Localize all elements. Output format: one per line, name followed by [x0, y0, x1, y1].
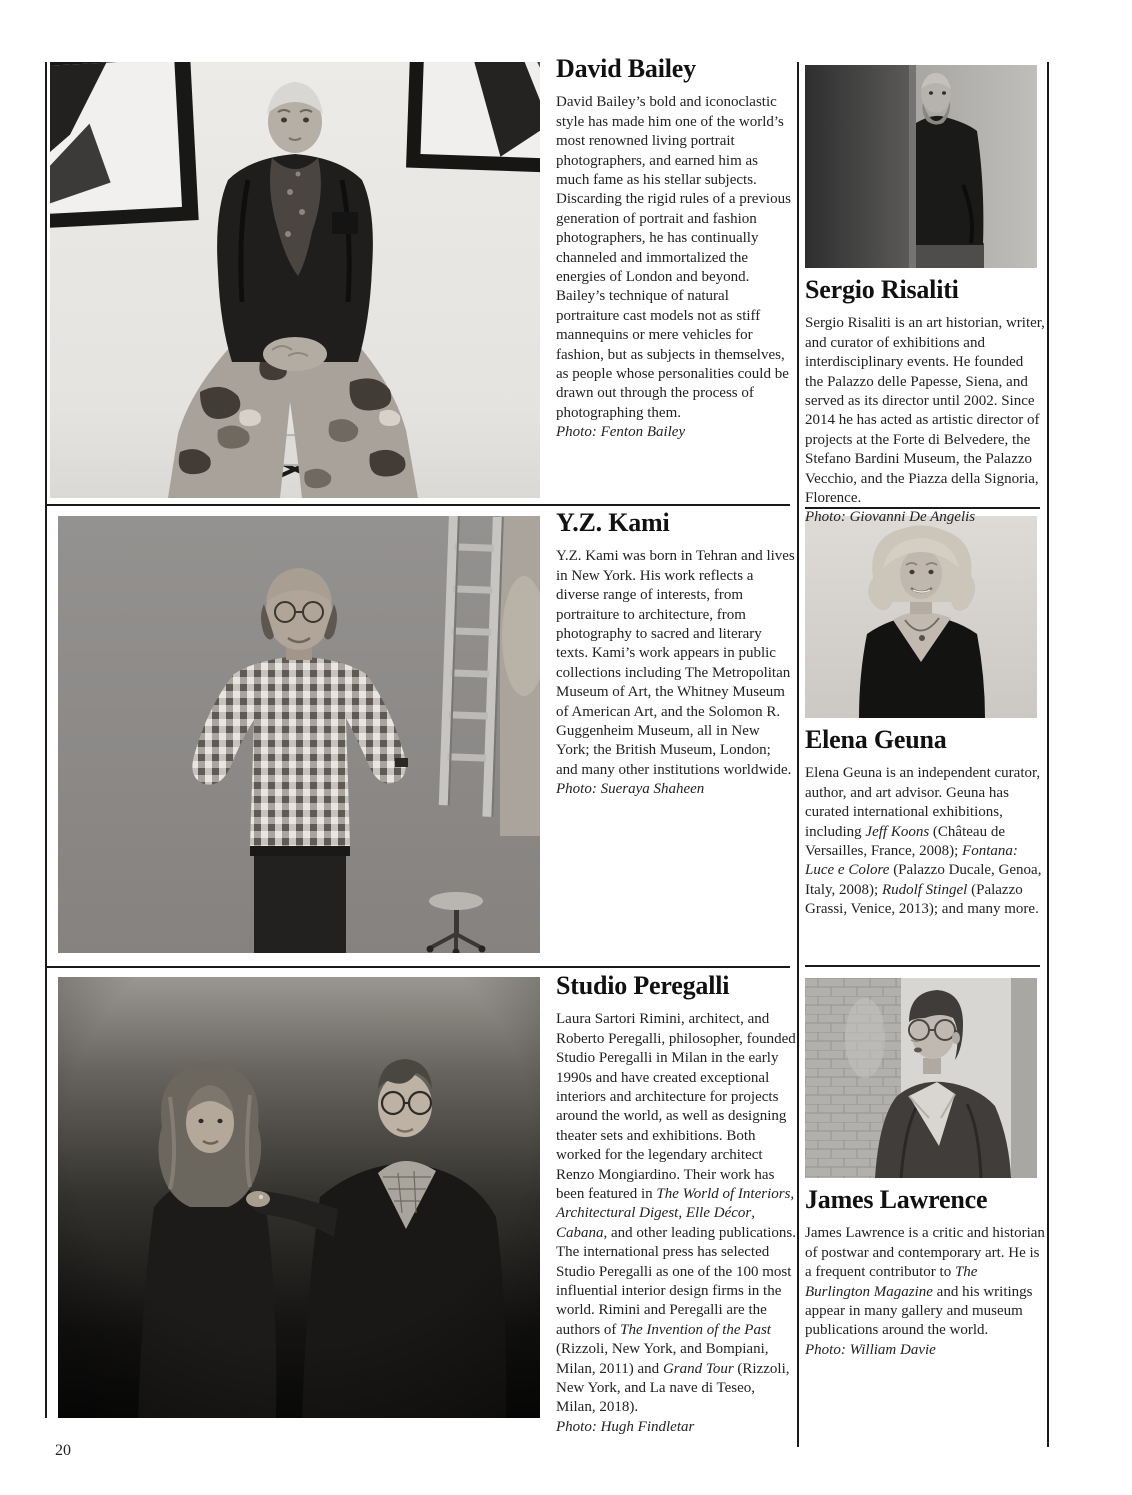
photo-credit: Photo: Sueraya Shaheen	[556, 781, 705, 798]
contributor-section-sergio-risaliti	[805, 276, 1045, 528]
contributor-name: Studio Peregalli	[556, 971, 730, 1000]
contributor-bio: Laura Sartori Rimini, architect, and Roberto Peregalli, philosopher, founded Studio Peregalli in Milan in the early 1990s and have created exceptional interiors and architecture for projects around the world, as well as designing theater sets and exhibitions. Both worked for the legendary architect Renzo Mongiardino. Their work has been featured in The World of Interiors, Architectural Digest, Elle Décor, Cabana, and other leading publications. The international press has selected Studio Peregalli as one of the 100 most influential interior design firms in the world. Rimini and Peregalli are the authors of The Invention of the Past (Rizzoli, New York, and Bompiani, Milan, 2011) and Grand Tour (Rizzoli, New York, and La nave di Teseo, Milan, 2018).	[556, 1011, 796, 1416]
contributor-section-elena-geuna	[805, 726, 1045, 920]
david-bailey-photo	[50, 62, 540, 498]
section-rule-lawrence	[805, 965, 1040, 967]
contributor-section-studio-peregalli	[556, 972, 796, 1437]
section-rule-kami	[46, 504, 790, 506]
elena-geuna-photo	[805, 516, 1037, 718]
section-rule-peregalli	[46, 966, 790, 968]
right-column-rule	[1047, 62, 1049, 1447]
contributor-section-david-bailey	[556, 55, 794, 443]
photo-credit: Photo: Fenton Bailey	[556, 424, 686, 441]
photo-credit: Photo: William Davie	[805, 1341, 936, 1358]
contributor-name: Elena Geuna	[805, 725, 947, 754]
contributor-name: James Lawrence	[805, 1185, 988, 1214]
contributor-section-james-lawrence	[805, 1186, 1045, 1360]
contributor-name: Sergio Risaliti	[805, 275, 959, 304]
contributor-section-yz-kami	[556, 509, 796, 800]
page-number: 20	[55, 1442, 71, 1459]
middle-column-rule	[797, 62, 799, 1447]
contributor-bio: David Bailey’s bold and iconoclastic style has made him one of the world’s most renowned living portrait photographers, and earned him as much fame as his stellar subjects. Discarding the rigid rules of a previous generation of portrait and fashion photographers, he has continually channeled and immortalized the energies of London and beyond. Bailey’s technique of natural portraiture cast models not as stiff mannequins or mere vehicles for fashion, but as subjects in themselves, as people whose personalities could be drawn out through the process of photographing them.	[556, 94, 791, 421]
sergio-risaliti-photo	[805, 65, 1037, 268]
contributor-name: David Bailey	[556, 54, 696, 83]
contributor-bio: James Lawrence is a critic and historian of postwar and contemporary art. He is a frequent contributor to The Burlington Magazine and his writings appear in many gallery and museum publications around the world.	[805, 1225, 1045, 1339]
studio-peregalli-photo	[58, 977, 540, 1418]
left-column-rule	[45, 62, 47, 1418]
photo-credit: Photo: Hugh Findletar	[556, 1418, 695, 1435]
james-lawrence-photo	[805, 978, 1037, 1178]
yz-kami-photo	[58, 516, 540, 953]
contributor-bio: Y.Z. Kami was born in Tehran and lives in New York. His work reflects a diverse range of interests, from portraiture to architecture, from photography to sacred and literary texts. Kami’s work appears in public collections including The Metropolitan Museum of Art, the Whitney Museum of American Art, and the Solomon R. Guggenheim Museum, all in New York; the British Museum, London; and many other institutions worldwide.	[556, 548, 795, 778]
contributor-bio: Elena Geuna is an independent curator, author, and art advisor. Geuna has curated international exhibitions, including Jeff Koons (Château de Versailles, France, 2008); Fontana: Luce e Colore (Palazzo Ducale, Genoa, Italy, 2008); Rudolf Stingel (Palazzo Grassi, Venice, 2013); and many more.	[805, 765, 1042, 918]
photo-credit: Photo: Giovanni De Angelis	[805, 509, 976, 526]
contributor-name: Y.Z. Kami	[556, 508, 670, 537]
contributor-bio: Sergio Risaliti is an art historian, writer, and curator of exhibitions and interdisciplinary events. He founded the Palazzo delle Papesse, Siena, and served as its director until 2002. Since 2014 he has acted as artistic director of projects at the Forte di Belvedere, the Stefano Bardini Museum, the Palazzo Vecchio, and the Piazza della Signoria, Florence.	[805, 315, 1045, 506]
